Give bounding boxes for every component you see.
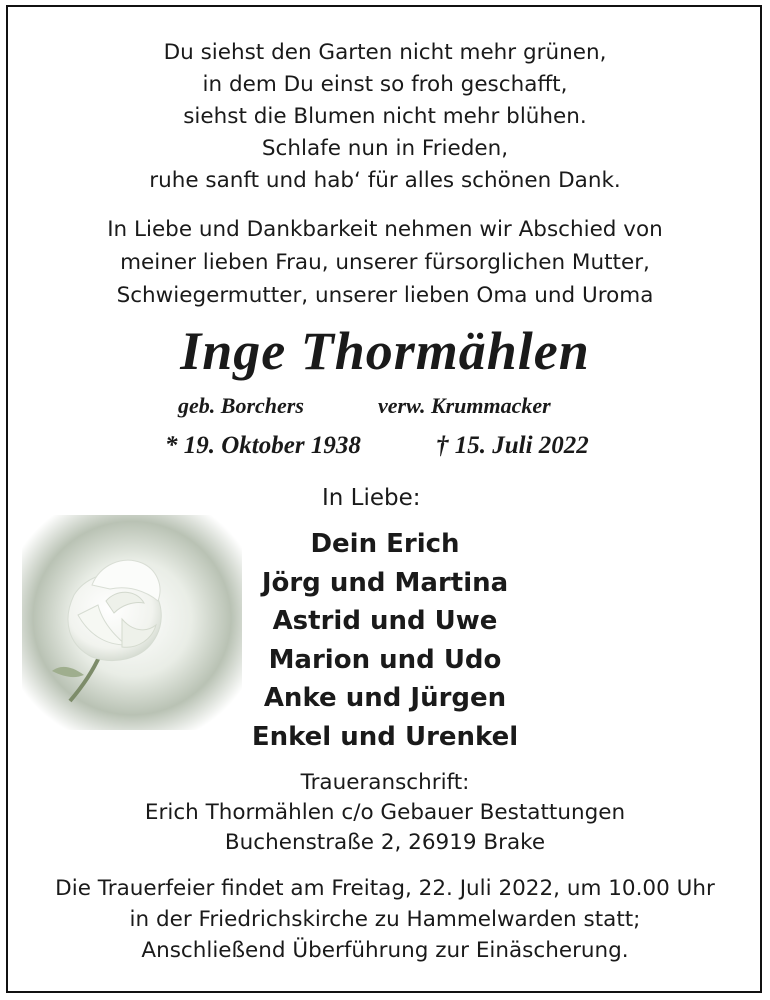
intro-line: In Liebe und Dankbarkeit nehmen wir Abschied von xyxy=(107,217,663,242)
mourners-list xyxy=(245,525,525,756)
birth-date: * 19. Oktober 1938 xyxy=(165,432,361,459)
mourning-address xyxy=(0,768,770,858)
mourners-label: In Liebe: xyxy=(322,485,421,511)
poem-line: Schlafe nun in Frieden, xyxy=(261,136,509,161)
funeral-service-notice xyxy=(0,873,770,966)
intro-line: meiner lieben Frau, unserer fürsorglichen Mutter, xyxy=(120,250,650,275)
deceased-name: Inge Thormählen xyxy=(180,321,590,381)
address-line: Erich Thormählen c/o Gebauer Bestattungen xyxy=(144,800,626,825)
poem-line: Du siehst den Garten nicht mehr grünen, xyxy=(163,40,607,65)
birth-name: geb. Borchers xyxy=(178,393,304,418)
widowed-name: verw. Krummacker xyxy=(378,393,551,418)
mourner-name: Anke und Jürgen xyxy=(263,683,507,713)
farewell-intro xyxy=(0,213,770,312)
poem xyxy=(0,37,770,197)
mourner-name: Marion und Udo xyxy=(268,644,502,675)
service-line: in der Friedrichskirche zu Hammelwarden statt; xyxy=(129,907,641,932)
mourner-name: Dein Erich xyxy=(310,529,460,559)
address-label: Traueranschrift: xyxy=(300,770,470,795)
mourner-name: Jörg und Martina xyxy=(261,567,509,598)
mourner-name: Enkel und Urenkel xyxy=(251,721,519,752)
mourner-name: Astrid und Uwe xyxy=(272,606,498,636)
service-line: Die Trauerfeier findet am Freitag, 22. Juli 2022, um 10.00 Uhr xyxy=(55,876,715,901)
intro-line: Schwiegermutter, unserer lieben Oma und Uroma xyxy=(116,283,654,308)
poem-line: ruhe sanft und hab‘ für alles schönen Dank. xyxy=(149,168,621,193)
poem-line: siehst die Blumen nicht mehr blühen. xyxy=(183,104,587,129)
service-line: Anschließend Überführung zur Einäscherung. xyxy=(141,938,629,963)
address-line: Buchenstraße 2, 26919 Brake xyxy=(224,830,546,855)
white-rose-icon xyxy=(22,515,242,730)
poem-line: in dem Du einst so froh geschafft, xyxy=(202,72,568,97)
death-date: † 15. Juli 2022 xyxy=(436,432,589,459)
